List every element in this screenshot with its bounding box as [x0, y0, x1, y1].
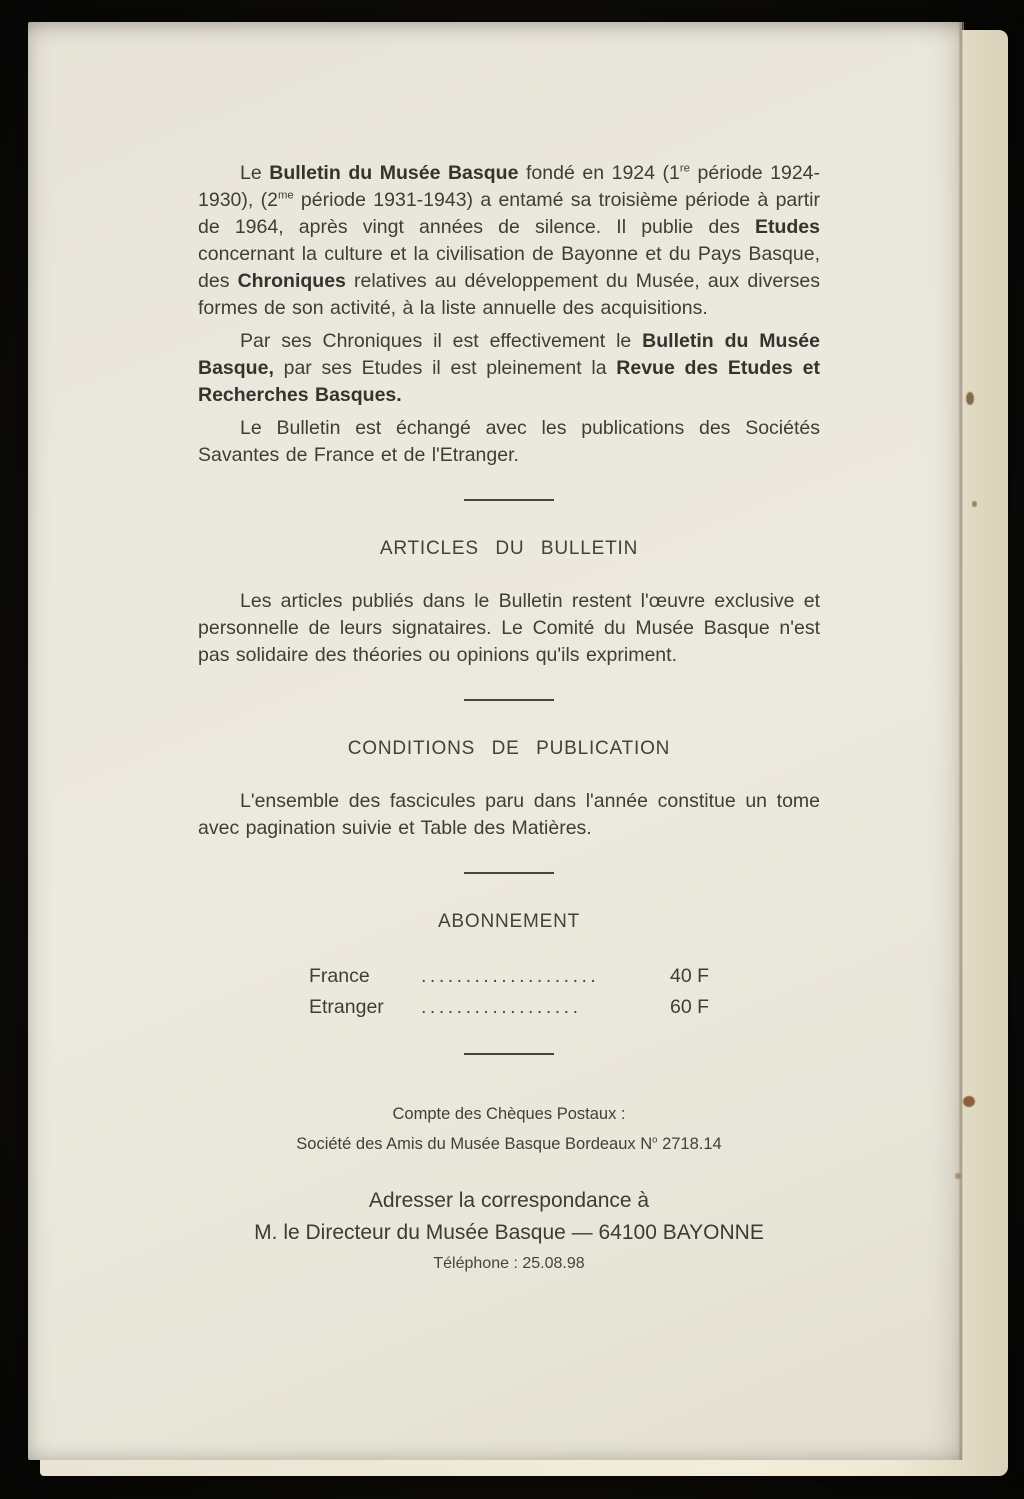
stain	[966, 392, 974, 405]
section-divider	[464, 699, 554, 701]
postal-account-line: Compte des Chèques Postaux :	[392, 1105, 626, 1123]
correspondence-address: M. le Directeur du Musée Basque — 64100 BAYONNE	[254, 1221, 764, 1244]
subscription-table	[309, 961, 709, 1023]
document-page	[28, 22, 962, 1460]
correspondence-line: Adresser la correspondance à	[368, 1189, 650, 1212]
abonnement-heading: ABONNEMENT	[437, 911, 581, 932]
articles-heading: ARTICLES DU BULLETIN	[379, 538, 639, 559]
dot-leader: ....................	[421, 965, 600, 987]
dot-leader: ..................	[421, 996, 582, 1018]
page-footer	[198, 1099, 820, 1277]
conditions-paragraph: L'ensemble des fascicules paru dans l'année constitue un tome avec pagination suivie et Table des Matières.	[198, 790, 820, 839]
stain	[972, 501, 977, 507]
postal-account-detail-line: Société des Amis du Musée Basque Bordeaux $N^o$ 2718.14	[296, 1134, 722, 1153]
articles-paragraph: Les articles publiés dans le Bulletin restent l'œuvre exclusive et personnelle de leurs signataires. Le Comité du Musée Basque n'est pas solidaire des théories ou opinions qu'ils expriment.	[198, 590, 820, 666]
intro-paragraph-1: Le Bulletin du Musée Basque fondé en 1924 (1re période 1924-1930), ($2^{me}$ période 1931-1943) a entamé sa troisième période à partir de 1964, après vingt années de silence. Il publie des Etudes concernant la culture et la civilisation de Bayonne et du Pays Basque, des Chroniques relatives au développement du Musée, aux diverses formes de son activité, à la liste annuelle des acquisitions.	[198, 162, 821, 319]
subscription-price: 40 F	[669, 965, 709, 987]
subscription-label: Etranger	[309, 996, 384, 1018]
intro-paragraph-3: Le Bulletin est échangé avec les publications des Sociétés Savantes de France et de l'Etranger.	[198, 417, 820, 466]
telephone-line: Téléphone : 25.08.98	[433, 1255, 585, 1272]
page-content	[198, 160, 820, 1277]
subscription-label: France	[309, 965, 370, 987]
section-divider	[464, 872, 554, 874]
section-divider	[464, 1053, 554, 1055]
subscription-price: 60 F	[669, 996, 709, 1018]
conditions-heading: CONDITIONS DE PUBLICATION	[347, 738, 671, 759]
subscription-row-france	[309, 961, 709, 992]
section-divider	[464, 499, 554, 501]
subscription-row-etranger	[309, 992, 709, 1023]
intro-paragraph-2: Par ses Chroniques il est effectivement le Bulletin du Musée Basque, par ses Etudes il est pleinement la Revue des Etudes et Recherches Basques.	[198, 330, 820, 406]
stain	[963, 1096, 975, 1107]
binding-crease	[958, 22, 964, 1460]
stain	[955, 1173, 961, 1179]
